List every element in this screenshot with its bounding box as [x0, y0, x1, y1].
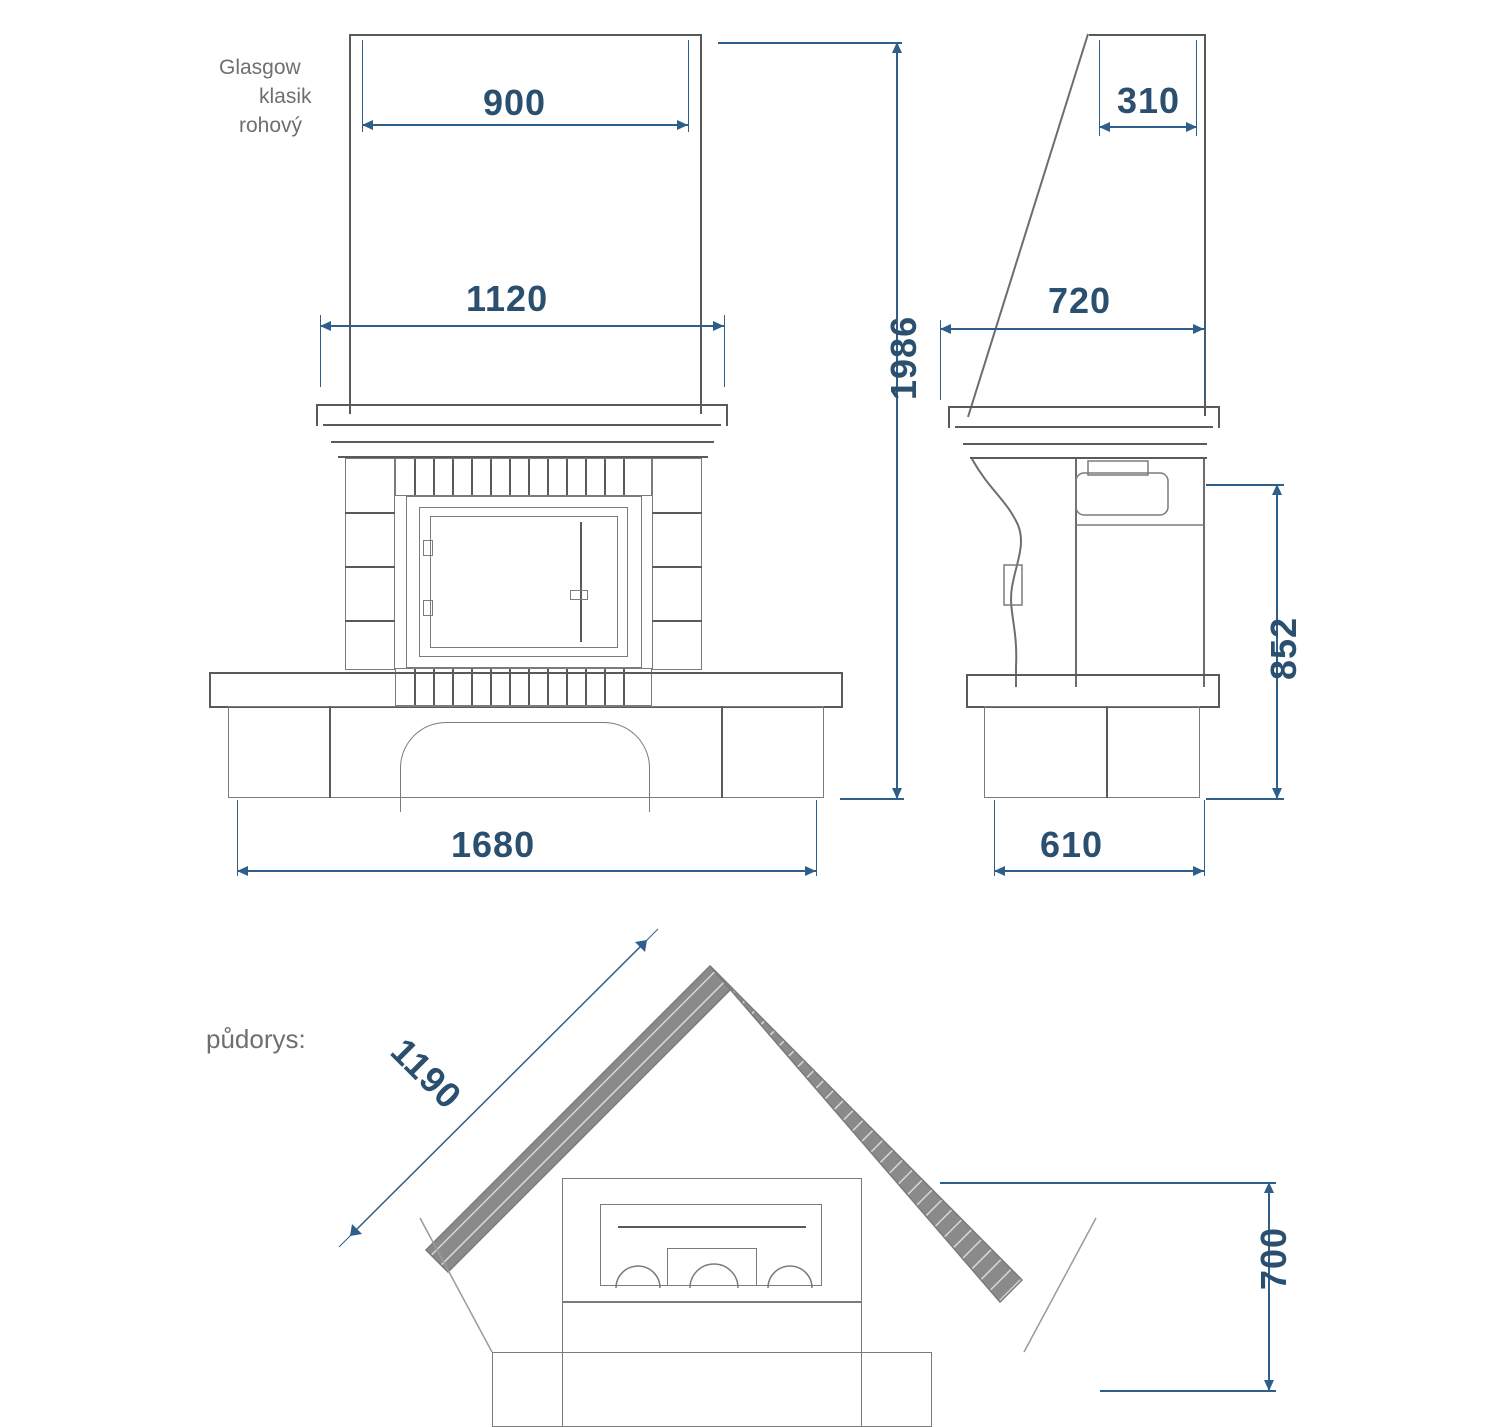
brick-u-2 — [433, 459, 435, 495]
brick-l-6 — [509, 669, 511, 705]
side-mantel-right-slope — [1218, 406, 1220, 428]
front-mantel-left-slope — [316, 404, 318, 426]
front-door-latch — [570, 590, 588, 600]
brick-u-5 — [490, 459, 492, 495]
front-mantel-right-slope — [726, 404, 728, 426]
side-hearth-right — [1218, 674, 1220, 708]
dim-700-lower-extension — [1100, 1390, 1276, 1392]
dim-1680-arrow-right — [805, 866, 816, 876]
dim-1190-text: 1190 — [383, 1030, 471, 1118]
brick-l-10 — [585, 669, 587, 705]
front-hearth-right — [841, 672, 843, 708]
brick-u-7 — [528, 459, 530, 495]
brick-l-7 — [528, 669, 530, 705]
side-mantel-second — [955, 426, 1213, 428]
dim-1120-text: 1120 — [466, 278, 549, 319]
dim-720-arrow-right — [1193, 324, 1204, 334]
front-mantel-third — [331, 441, 714, 443]
dim-900-arrow-left — [362, 120, 373, 130]
dim-720-line — [940, 328, 1205, 330]
front-door-hinge-upper — [423, 540, 433, 556]
front-chimney-top-edge — [349, 34, 702, 36]
brick-l-11 — [604, 669, 606, 705]
dim-610-arrow-right — [1193, 866, 1204, 876]
dim-900-arrow-right — [677, 120, 688, 130]
dim-900-line — [362, 124, 689, 126]
front-mantel-second — [323, 424, 721, 426]
front-chimney-left-edge — [349, 34, 351, 414]
front-base-arch — [400, 722, 650, 812]
brick-l-8 — [547, 669, 549, 705]
brick-u-12 — [623, 459, 625, 495]
dim-1986-arrow-bottom — [892, 788, 902, 799]
brick-u-10 — [585, 459, 587, 495]
brick-l-1 — [414, 669, 416, 705]
dim-720-arrow-left — [940, 324, 951, 334]
dim-900-extension-left — [362, 40, 363, 132]
front-left-column-joint-3 — [345, 620, 395, 622]
side-hearth-left — [966, 674, 968, 708]
front-right-column-joint-2 — [652, 566, 702, 568]
dim-310-arrow-right — [1186, 122, 1197, 132]
drawing-title-line-1: Glasgow — [219, 56, 301, 79]
dim-720-extension-right — [1204, 320, 1205, 400]
brick-u-1 — [414, 459, 416, 495]
brick-u-6 — [509, 459, 511, 495]
side-mantel-top — [948, 406, 1220, 408]
dim-1680-extension-right — [816, 800, 817, 876]
dim-610-arrow-left — [994, 866, 1005, 876]
brick-l-4 — [471, 669, 473, 705]
front-right-column-joint-3 — [652, 620, 702, 622]
dim-1680-text: 1680 — [451, 824, 536, 865]
front-right-column-joint-1 — [652, 512, 702, 514]
brick-l-12 — [623, 669, 625, 705]
front-door-hinge-lower — [423, 600, 433, 616]
dim-1986-text: 1986 — [883, 315, 924, 400]
dim-1120-arrow-right — [713, 321, 724, 331]
dim-1120-line — [320, 325, 725, 327]
side-base-divider — [1106, 706, 1108, 798]
dim-1986-line — [896, 42, 898, 799]
dim-852-arrow-top — [1272, 484, 1282, 495]
dim-900-extension-right — [688, 40, 689, 132]
side-hearth-top — [966, 674, 1220, 676]
brick-u-8 — [547, 459, 549, 495]
brick-l-5 — [490, 669, 492, 705]
dim-310-arrow-left — [1099, 122, 1110, 132]
brick-u-4 — [471, 459, 473, 495]
side-mantel-third — [963, 443, 1207, 445]
brick-u-11 — [604, 459, 606, 495]
drawing-title-line-2: klasik — [259, 85, 312, 108]
dim-700-arrow-top — [1264, 1182, 1274, 1193]
brick-u-9 — [566, 459, 568, 495]
side-mantel-left-slope — [948, 406, 950, 428]
brick-l-2 — [433, 669, 435, 705]
dim-700-text: 700 — [1253, 1226, 1294, 1290]
dim-1120-arrow-left — [320, 321, 331, 331]
plan-view-label: půdorys: — [206, 1024, 306, 1054]
dim-900-text: 900 — [483, 82, 547, 123]
dim-1680-line — [237, 870, 817, 872]
front-chimney-right-edge — [700, 34, 702, 414]
dim-1190-diagonal — [300, 920, 720, 1260]
brick-l-9 — [566, 669, 568, 705]
brick-l-3 — [452, 669, 454, 705]
dim-700-upper-extension — [940, 1182, 1276, 1184]
side-chimney-top-edge — [1089, 34, 1206, 36]
dim-310-line — [1099, 126, 1197, 128]
front-base-left-divider — [329, 706, 331, 798]
front-hearth-top — [209, 672, 843, 674]
front-left-column-joint-2 — [345, 566, 395, 568]
front-left-column-joint-1 — [345, 512, 395, 514]
dim-610-text: 610 — [1040, 824, 1104, 865]
dim-1680-arrow-left — [237, 866, 248, 876]
side-chimney-slope — [960, 32, 1090, 422]
dim-700-arrow-bottom — [1264, 1380, 1274, 1391]
front-base-right-divider — [721, 706, 723, 798]
dim-720-text: 720 — [1048, 280, 1112, 321]
front-firebox-glass — [430, 516, 618, 648]
side-base-block — [984, 706, 1200, 798]
front-mantel-top — [316, 404, 728, 406]
dim-310-text: 310 — [1117, 80, 1181, 121]
dim-610-extension-right — [1204, 800, 1205, 876]
front-hearth-left — [209, 672, 211, 708]
dim-610-line — [994, 870, 1205, 872]
dim-610-extension-left — [994, 800, 995, 876]
dim-852-arrow-bottom — [1272, 788, 1282, 799]
front-left-column — [345, 458, 395, 670]
front-right-column — [652, 458, 702, 670]
dim-1680-extension-left — [237, 800, 238, 876]
dim-1986-upper-extension — [718, 42, 902, 44]
drawing-title-line-3: rohový — [239, 114, 303, 137]
side-body-profile — [960, 455, 1250, 715]
dim-1986-arrow-top — [892, 42, 902, 53]
brick-u-3 — [452, 459, 454, 495]
dim-852-text: 852 — [1263, 616, 1304, 680]
front-door-handle-rod — [580, 522, 582, 642]
